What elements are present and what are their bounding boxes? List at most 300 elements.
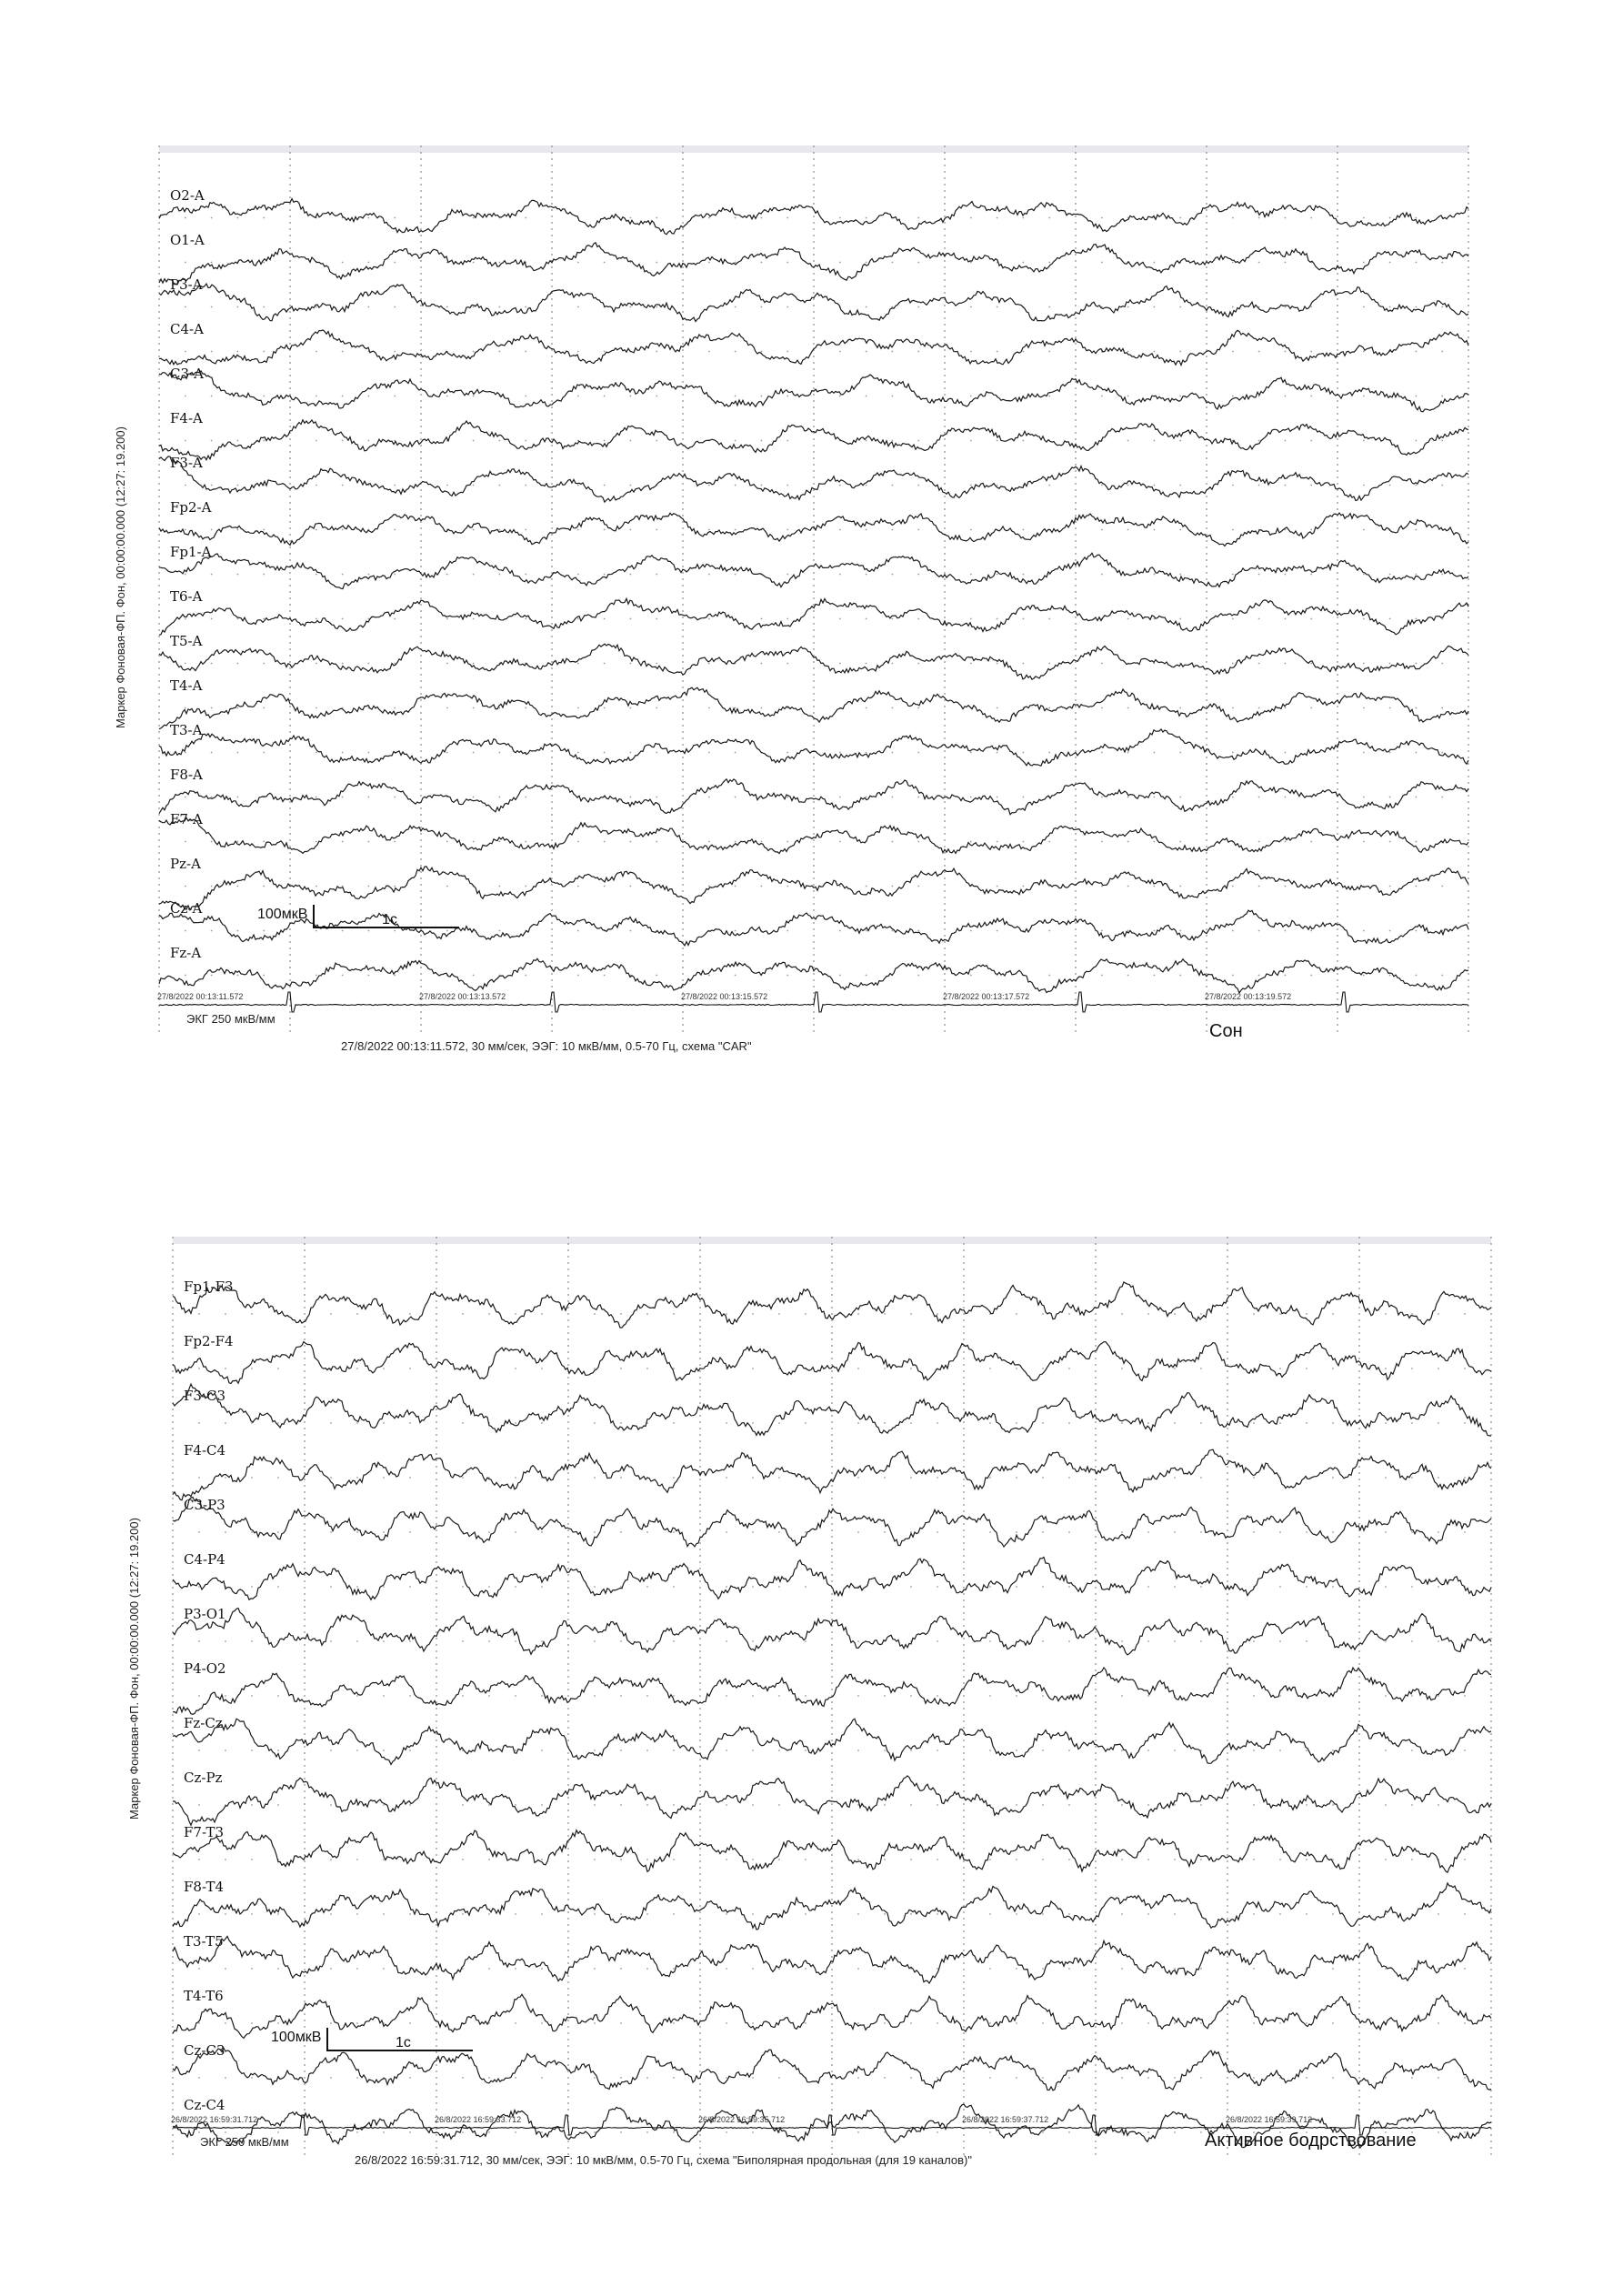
grid-dot bbox=[1306, 1531, 1307, 1533]
grid-dot bbox=[970, 351, 972, 353]
grid-dot bbox=[499, 841, 501, 843]
grid-dot bbox=[604, 618, 606, 620]
grid-dot bbox=[1389, 574, 1391, 576]
grid-dot bbox=[839, 574, 841, 576]
grid-dot bbox=[620, 2131, 622, 2133]
grid-dot bbox=[488, 2077, 490, 2079]
grid-dot bbox=[1232, 663, 1234, 665]
grid-dot bbox=[594, 1477, 596, 1479]
grid-dot bbox=[1147, 2022, 1149, 2024]
grid-dot bbox=[1101, 217, 1103, 219]
grid-dot bbox=[1258, 797, 1260, 798]
grid-dot bbox=[708, 217, 710, 219]
grid-dot bbox=[1042, 2077, 1044, 2079]
grid-dot bbox=[1363, 485, 1365, 486]
channel-trace bbox=[159, 958, 1468, 993]
grid-dot bbox=[604, 975, 606, 977]
grid-dot bbox=[1101, 797, 1103, 798]
channel-label: T3-A bbox=[170, 722, 203, 738]
grid-dot bbox=[263, 752, 265, 754]
grid-dot bbox=[1121, 1422, 1123, 1424]
grid-dot bbox=[342, 396, 344, 397]
grid-dot bbox=[237, 618, 239, 620]
grid-dot bbox=[892, 306, 894, 308]
grid-dot bbox=[656, 707, 657, 709]
grid-dot bbox=[1306, 1913, 1307, 1915]
grid-dot bbox=[1310, 707, 1312, 709]
grid-dot bbox=[1016, 1531, 1017, 1533]
grid-dot bbox=[594, 1368, 596, 1369]
grid-dot bbox=[1127, 618, 1129, 620]
grid-dot bbox=[198, 2077, 200, 2079]
grid-dot bbox=[1016, 1313, 1017, 1315]
grid-dot bbox=[839, 930, 841, 932]
grid-dot bbox=[1016, 1804, 1017, 1806]
grid-dot bbox=[892, 797, 894, 798]
grid-dot bbox=[970, 930, 972, 932]
grid-dot bbox=[1310, 663, 1312, 665]
grid-dot bbox=[866, 529, 867, 531]
grid-dot bbox=[409, 1750, 411, 1751]
grid-dot bbox=[198, 1368, 200, 1369]
grid-dot bbox=[1127, 440, 1129, 442]
grid-dot bbox=[277, 1804, 279, 1806]
grid-dot bbox=[473, 440, 475, 442]
grid-dot bbox=[708, 618, 710, 620]
grid-dot bbox=[1441, 752, 1443, 754]
grid-dot bbox=[646, 1531, 648, 1533]
grid-dot bbox=[726, 1859, 727, 1860]
time-mark: 26/8/2022 16:59:31.712 bbox=[171, 2115, 258, 2124]
grid-dot bbox=[1200, 2022, 1202, 2024]
grid-dot bbox=[383, 1477, 385, 1479]
channel-label: T5-A bbox=[170, 633, 203, 649]
grid-dot bbox=[910, 1586, 912, 1588]
grid-dot bbox=[577, 306, 579, 308]
grid-dot bbox=[1016, 2022, 1017, 2024]
grid-dot bbox=[761, 351, 763, 353]
grid-dot bbox=[1464, 1968, 1466, 1970]
grid-dot bbox=[237, 574, 239, 576]
grid-dot bbox=[342, 841, 344, 843]
grid-dot bbox=[1389, 975, 1391, 977]
grid-dot bbox=[673, 1804, 675, 1806]
grid-dot bbox=[462, 1422, 464, 1424]
grid-dot bbox=[937, 1804, 938, 1806]
grid-dot bbox=[884, 2077, 886, 2079]
grid-dot bbox=[805, 1313, 806, 1315]
calibration-amplitude: 100мкВ bbox=[271, 2030, 322, 2045]
grid-dot bbox=[726, 2077, 727, 2079]
grid-dot bbox=[866, 752, 867, 754]
grid-dot bbox=[752, 1640, 754, 1642]
grid-dot bbox=[1121, 1313, 1123, 1315]
grid-dot bbox=[577, 351, 579, 353]
grid-dot bbox=[1416, 886, 1418, 887]
channel-label: Cz-Pz bbox=[184, 1770, 223, 1786]
grid-dot bbox=[263, 663, 265, 665]
grid-dot bbox=[989, 1859, 991, 1860]
grid-dot bbox=[1121, 1640, 1123, 1642]
grid-dot bbox=[866, 886, 867, 887]
grid-dot bbox=[761, 440, 763, 442]
grid-dot bbox=[1389, 485, 1391, 486]
grid-dot bbox=[211, 351, 213, 353]
grid-dot bbox=[1253, 1859, 1255, 1860]
grid-dot bbox=[646, 2077, 648, 2079]
grid-dot bbox=[1179, 574, 1181, 576]
grid-dot bbox=[805, 2022, 806, 2024]
grid-dot bbox=[1385, 1586, 1387, 1588]
calibration-mark bbox=[257, 905, 459, 927]
grid-dot bbox=[1306, 1368, 1307, 1369]
grid-dot bbox=[515, 2077, 516, 2079]
grid-dot bbox=[726, 1531, 727, 1533]
grid-dot bbox=[989, 2022, 991, 2024]
grid-dot bbox=[1174, 1913, 1176, 1915]
grid-dot bbox=[251, 1531, 253, 1533]
grid-dot bbox=[735, 396, 736, 397]
grid-dot bbox=[1121, 1750, 1123, 1751]
grid-dot bbox=[1385, 1859, 1387, 1860]
grid-dot bbox=[620, 1368, 622, 1369]
grid-dot bbox=[1253, 1695, 1255, 1697]
grid-dot bbox=[917, 217, 919, 219]
grid-dot bbox=[1441, 574, 1443, 576]
grid-dot bbox=[383, 1695, 385, 1697]
grid-dot bbox=[1389, 707, 1391, 709]
grid-dot bbox=[866, 930, 867, 932]
grid-dot bbox=[185, 618, 186, 620]
grid-dot bbox=[1411, 1750, 1413, 1751]
grid-dot bbox=[1253, 1313, 1255, 1315]
grid-dot bbox=[1441, 797, 1443, 798]
grid-dot bbox=[726, 2131, 727, 2133]
grid-dot bbox=[1385, 2077, 1387, 2079]
grid-dot bbox=[577, 886, 579, 887]
grid-dot bbox=[1438, 2131, 1439, 2133]
grid-dot bbox=[368, 306, 370, 308]
grid-dot bbox=[910, 1477, 912, 1479]
grid-dot bbox=[1310, 485, 1312, 486]
grid-dot bbox=[1332, 1531, 1334, 1533]
grid-dot bbox=[778, 1586, 780, 1588]
grid-dot bbox=[970, 752, 972, 754]
channel-label: Cz-C3 bbox=[184, 2042, 225, 2059]
grid-dot bbox=[237, 306, 239, 308]
grid-dot bbox=[1464, 1313, 1466, 1315]
grid-dot bbox=[1389, 663, 1391, 665]
grid-dot bbox=[473, 529, 475, 531]
grid-dot bbox=[1416, 262, 1418, 264]
grid-dot bbox=[1174, 1968, 1176, 1970]
grid-dot bbox=[1121, 1695, 1123, 1697]
grid-dot bbox=[198, 1640, 200, 1642]
grid-dot bbox=[735, 975, 736, 977]
grid-dot bbox=[857, 1695, 859, 1697]
grid-dot bbox=[1279, 1313, 1281, 1315]
grid-dot bbox=[1306, 1422, 1307, 1424]
time-mark: 26/8/2022 16:59:37.712 bbox=[962, 2115, 1049, 2124]
grid-dot bbox=[1363, 618, 1365, 620]
grid-dot bbox=[1310, 440, 1312, 442]
grid-dot bbox=[917, 752, 919, 754]
grid-dot bbox=[1363, 217, 1365, 219]
grid-dot bbox=[1285, 351, 1287, 353]
grid-dot bbox=[277, 1968, 279, 1970]
recording-footer: 26/8/2022 16:59:31.712, 30 мм/сек, ЭЭГ: 10 мкВ/мм, 0.5-70 Гц, схема "Биполярная продольная (для 19 каналов)" bbox=[355, 2153, 972, 2167]
grid-dot bbox=[1179, 797, 1181, 798]
grid-dot bbox=[394, 217, 396, 219]
grid-dot bbox=[1101, 707, 1103, 709]
grid-dot bbox=[620, 1750, 622, 1751]
grid-dot bbox=[525, 841, 526, 843]
grid-dot bbox=[656, 529, 657, 531]
grid-dot bbox=[473, 396, 475, 397]
grid-dot bbox=[225, 1750, 226, 1751]
grid-dot bbox=[342, 752, 344, 754]
grid-dot bbox=[577, 930, 579, 932]
grid-dot bbox=[726, 1586, 727, 1588]
grid-dot bbox=[446, 306, 448, 308]
grid-dot bbox=[211, 663, 213, 665]
grid-dot bbox=[541, 1804, 543, 1806]
grid-dot bbox=[488, 1695, 490, 1697]
grid-dot bbox=[594, 1913, 596, 1915]
grid-dot bbox=[997, 440, 998, 442]
grid-dot bbox=[708, 797, 710, 798]
grid-dot bbox=[1016, 1859, 1017, 1860]
grid-dot bbox=[1464, 2077, 1466, 2079]
grid-dot bbox=[225, 1859, 226, 1860]
grid-dot bbox=[316, 618, 317, 620]
grid-dot bbox=[1279, 1913, 1281, 1915]
grid-dot bbox=[892, 886, 894, 887]
grid-dot bbox=[1174, 1477, 1176, 1479]
grid-dot bbox=[778, 1477, 780, 1479]
grid-dot bbox=[656, 217, 657, 219]
grid-dot bbox=[1042, 1531, 1044, 1533]
grid-dot bbox=[1016, 1477, 1017, 1479]
grid-dot bbox=[541, 1313, 543, 1315]
grid-dot bbox=[726, 1695, 727, 1697]
grid-dot bbox=[1438, 1695, 1439, 1697]
time-mark: 27/8/2022 00:13:15.572 bbox=[681, 992, 768, 1001]
grid-dot bbox=[989, 1913, 991, 1915]
grid-dot bbox=[786, 440, 788, 442]
grid-dot bbox=[1438, 1477, 1439, 1479]
channel-fp1-a bbox=[159, 544, 1468, 589]
grid-dot bbox=[646, 1586, 648, 1588]
grid-dot bbox=[866, 663, 867, 665]
grid-dot bbox=[446, 618, 448, 620]
grid-dot bbox=[892, 663, 894, 665]
channel-label: O1-A bbox=[170, 232, 205, 248]
grid-dot bbox=[1068, 2131, 1070, 2133]
grid-dot bbox=[446, 930, 448, 932]
grid-dot bbox=[1154, 529, 1156, 531]
grid-dot bbox=[473, 752, 475, 754]
grid-dot bbox=[394, 618, 396, 620]
grid-dot bbox=[937, 1586, 938, 1588]
grid-dot bbox=[488, 1531, 490, 1533]
grid-dot bbox=[488, 2131, 490, 2133]
grid-dot bbox=[1310, 306, 1312, 308]
grid-dot bbox=[185, 930, 186, 932]
grid-dot bbox=[185, 663, 186, 665]
grid-dot bbox=[263, 217, 265, 219]
grid-dot bbox=[225, 1477, 226, 1479]
grid-dot bbox=[185, 351, 186, 353]
grid-dot bbox=[577, 752, 579, 754]
grid-dot bbox=[910, 1913, 912, 1915]
channel-label: C3-A bbox=[170, 366, 204, 382]
grid-dot bbox=[839, 262, 841, 264]
grid-dot bbox=[1101, 752, 1103, 754]
grid-dot bbox=[473, 797, 475, 798]
grid-dot bbox=[1048, 752, 1050, 754]
grid-dot bbox=[970, 574, 972, 576]
grid-dot bbox=[1023, 440, 1025, 442]
grid-dot bbox=[499, 752, 501, 754]
grid-dot bbox=[1200, 1422, 1202, 1424]
grid-dot bbox=[1441, 618, 1443, 620]
grid-dot bbox=[839, 886, 841, 887]
grid-dot bbox=[866, 351, 867, 353]
grid-dot bbox=[1363, 752, 1365, 754]
grid-dot bbox=[997, 485, 998, 486]
grid-dot bbox=[211, 306, 213, 308]
grid-dot bbox=[735, 841, 736, 843]
grid-dot bbox=[488, 1859, 490, 1860]
grid-dot bbox=[1042, 1804, 1044, 1806]
grid-dot bbox=[1179, 485, 1181, 486]
grid-dot bbox=[620, 1968, 622, 1970]
grid-dot bbox=[1464, 1913, 1466, 1915]
grid-dot bbox=[1042, 1913, 1044, 1915]
grid-dot bbox=[786, 618, 788, 620]
grid-dot bbox=[541, 1640, 543, 1642]
grid-dot bbox=[630, 574, 632, 576]
grid-dot bbox=[198, 1859, 200, 1860]
grid-dot bbox=[1154, 930, 1156, 932]
grid-dot bbox=[541, 1695, 543, 1697]
grid-dot bbox=[970, 262, 972, 264]
grid-dot bbox=[1389, 797, 1391, 798]
grid-dot bbox=[342, 351, 344, 353]
grid-dot bbox=[394, 351, 396, 353]
grid-dot bbox=[1253, 2022, 1255, 2024]
grid-dot bbox=[330, 1531, 332, 1533]
grid-dot bbox=[462, 2077, 464, 2079]
grid-dot bbox=[1068, 1313, 1070, 1315]
grid-dot bbox=[394, 886, 396, 887]
grid-dot bbox=[1200, 1640, 1202, 1642]
grid-dot bbox=[1023, 752, 1025, 754]
grid-dot bbox=[708, 841, 710, 843]
grid-dot bbox=[185, 975, 186, 977]
grid-dot bbox=[1179, 396, 1181, 397]
grid-dot bbox=[1048, 841, 1050, 843]
grid-dot bbox=[1048, 217, 1050, 219]
grid-dot bbox=[1068, 1531, 1070, 1533]
grid-dot bbox=[1464, 2022, 1466, 2024]
grid-dot bbox=[1438, 1640, 1439, 1642]
grid-dot bbox=[594, 1313, 596, 1315]
grid-dot bbox=[1363, 930, 1365, 932]
grid-dot bbox=[330, 1313, 332, 1315]
grid-dot bbox=[892, 574, 894, 576]
grid-dot bbox=[316, 440, 317, 442]
grid-dot bbox=[1101, 930, 1103, 932]
grid-dot bbox=[446, 663, 448, 665]
grid-dot bbox=[515, 2131, 516, 2133]
grid-dot bbox=[646, 2131, 648, 2133]
grid-dot bbox=[1441, 440, 1443, 442]
grid-dot bbox=[1416, 396, 1418, 397]
grid-dot bbox=[1068, 1968, 1070, 1970]
grid-dot bbox=[1310, 396, 1312, 397]
grid-dot bbox=[884, 1531, 886, 1533]
grid-dot bbox=[761, 217, 763, 219]
grid-dot bbox=[211, 797, 213, 798]
grid-dot bbox=[839, 841, 841, 843]
grid-dot bbox=[656, 440, 657, 442]
grid-dot bbox=[630, 930, 632, 932]
grid-dot bbox=[910, 2077, 912, 2079]
grid-dot bbox=[383, 1750, 385, 1751]
grid-dot bbox=[211, 618, 213, 620]
grid-dot bbox=[1121, 2022, 1123, 2024]
grid-dot bbox=[1310, 975, 1312, 977]
grid-dot bbox=[630, 886, 632, 887]
grid-dot bbox=[446, 574, 448, 576]
grid-dot bbox=[910, 1750, 912, 1751]
grid-dot bbox=[251, 1477, 253, 1479]
grid-dot bbox=[198, 1586, 200, 1588]
grid-dot bbox=[1411, 1640, 1413, 1642]
grid-dot bbox=[620, 1913, 622, 1915]
grid-dot bbox=[462, 1640, 464, 1642]
grid-dot bbox=[752, 1695, 754, 1697]
grid-dot bbox=[1048, 886, 1050, 887]
grid-dot bbox=[1048, 351, 1050, 353]
grid-dot bbox=[997, 217, 998, 219]
grid-dot bbox=[839, 663, 841, 665]
grid-dot bbox=[884, 1368, 886, 1369]
channel-trace bbox=[173, 1776, 1491, 1825]
grid-dot bbox=[1147, 1531, 1149, 1533]
grid-dot bbox=[735, 574, 736, 576]
grid-dot bbox=[316, 886, 317, 887]
grid-dot bbox=[499, 574, 501, 576]
grid-dot bbox=[917, 707, 919, 709]
grid-dot bbox=[1200, 1531, 1202, 1533]
grid-dot bbox=[1068, 1750, 1070, 1751]
channel-label: F8-A bbox=[170, 767, 203, 783]
grid-dot bbox=[708, 975, 710, 977]
grid-dot bbox=[1147, 1913, 1149, 1915]
grid-dot bbox=[997, 663, 998, 665]
grid-dot bbox=[185, 217, 186, 219]
channel-f8-a bbox=[159, 767, 1468, 815]
grid-dot bbox=[185, 262, 186, 264]
grid-dot bbox=[1200, 1804, 1202, 1806]
grid-dot bbox=[185, 841, 186, 843]
grid-dot bbox=[594, 2022, 596, 2024]
grid-dot bbox=[1464, 1531, 1466, 1533]
grid-dot bbox=[1464, 1695, 1466, 1697]
